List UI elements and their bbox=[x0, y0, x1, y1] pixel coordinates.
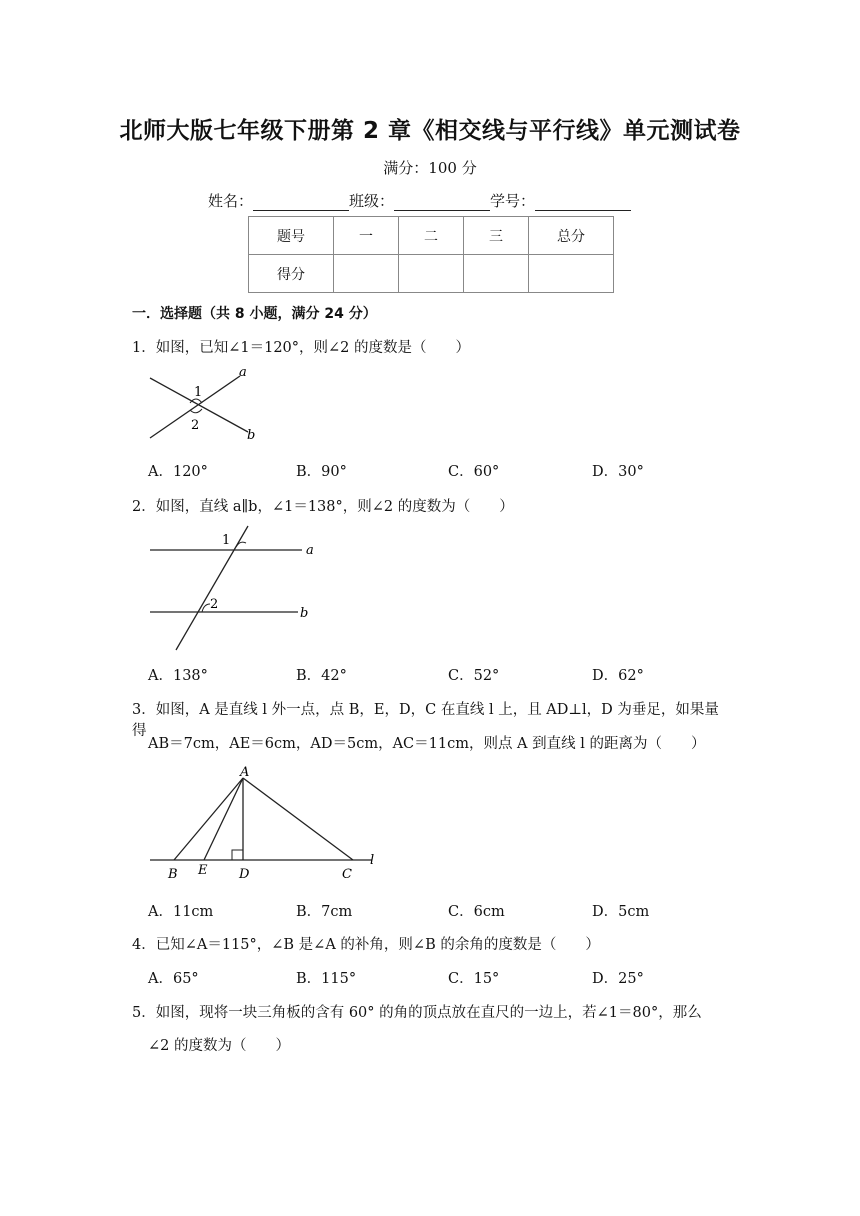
option-a[interactable]: A．120° bbox=[148, 464, 208, 480]
label-D: D bbox=[239, 867, 250, 882]
section-heading: 一．选择题（共 8 小题，满分 24 分） bbox=[132, 306, 377, 322]
label-1: 1 bbox=[194, 385, 203, 400]
option-d[interactable]: D．62° bbox=[592, 668, 644, 684]
score-cell[interactable] bbox=[334, 255, 399, 293]
name-label: 姓名： bbox=[208, 192, 254, 210]
option-d[interactable]: D．5cm bbox=[592, 904, 650, 920]
label-2: 2 bbox=[191, 418, 200, 433]
score-cell[interactable] bbox=[464, 255, 529, 293]
option-d[interactable]: D．30° bbox=[592, 464, 644, 480]
option-c[interactable]: C．6cm bbox=[448, 904, 505, 920]
option-b[interactable]: B．7cm bbox=[296, 904, 353, 920]
table-cell: 二 bbox=[399, 217, 464, 255]
table-cell: 总分 bbox=[529, 217, 614, 255]
label-C: C bbox=[342, 867, 352, 882]
question-3-line-1: 3．如图，A 是直线 l 外一点，点 B，E，D，C 在直线 l 上，且 AD⊥l，D 为垂足，如果量得 bbox=[132, 702, 719, 739]
question-1-text: 1．如图，已知∠1＝120°，则∠2 的度数是（ ） bbox=[132, 340, 471, 356]
option-a[interactable]: A．138° bbox=[148, 668, 208, 684]
table-cell: 一 bbox=[334, 217, 399, 255]
label-1: 1 bbox=[222, 533, 231, 548]
table-row bbox=[249, 217, 614, 255]
full-score: 满分：100 分 bbox=[383, 159, 477, 177]
question-3-figure bbox=[140, 764, 390, 884]
score-cell[interactable] bbox=[529, 255, 614, 293]
class-blank[interactable] bbox=[394, 192, 490, 211]
label-b: b bbox=[300, 606, 309, 621]
label-l: l bbox=[370, 853, 375, 868]
question-3-line-2: AB＝7cm，AE＝6cm，AD＝5cm，AC＝11cm，则点 A 到直线 l 的距离为（ ） bbox=[148, 736, 706, 752]
label-A: A bbox=[240, 765, 250, 780]
option-a[interactable]: A．65° bbox=[148, 971, 199, 987]
option-c[interactable]: C．15° bbox=[448, 971, 500, 987]
right-angle-mark bbox=[232, 850, 243, 860]
name-blank[interactable] bbox=[253, 192, 349, 211]
option-c[interactable]: C．52° bbox=[448, 668, 500, 684]
question-1-figure bbox=[140, 362, 270, 446]
option-d[interactable]: D．25° bbox=[592, 971, 644, 987]
class-label: 班级： bbox=[349, 192, 395, 210]
option-a[interactable]: A．11cm bbox=[148, 904, 214, 920]
angle-2-arc bbox=[202, 604, 210, 612]
score-cell[interactable] bbox=[399, 255, 464, 293]
question-5-line-2: ∠2 的度数为（ ） bbox=[148, 1038, 290, 1054]
table-cell: 题号 bbox=[249, 217, 334, 255]
option-b[interactable]: B．42° bbox=[296, 668, 347, 684]
id-label: 学号： bbox=[490, 192, 536, 210]
student-info-row bbox=[208, 190, 631, 211]
table-cell: 三 bbox=[464, 217, 529, 255]
segment-ab bbox=[174, 778, 243, 860]
label-b: b bbox=[247, 428, 256, 443]
score-table bbox=[248, 216, 614, 293]
id-blank[interactable] bbox=[535, 192, 631, 211]
option-b[interactable]: B．90° bbox=[296, 464, 347, 480]
segment-ac bbox=[243, 778, 353, 860]
option-c[interactable]: C．60° bbox=[448, 464, 500, 480]
label-a: a bbox=[239, 365, 247, 380]
option-b[interactable]: B．115° bbox=[296, 971, 357, 987]
question-4-text: 4．已知∠A＝115°，∠B 是∠A 的补角，则∠B 的余角的度数是（ ） bbox=[132, 937, 600, 953]
label-E: E bbox=[198, 863, 208, 878]
table-row bbox=[249, 255, 614, 293]
question-2-text: 2．如图，直线 a∥b，∠1＝138°，则∠2 的度数为（ ） bbox=[132, 499, 514, 515]
question-2-figure bbox=[140, 522, 330, 654]
question-5-line-1: 5．如图，现将一块三角板的含有 60° 的角的顶点放在直尺的一边上，若∠1＝80°，那么 bbox=[132, 1005, 702, 1021]
label-B: B bbox=[168, 867, 178, 882]
label-2: 2 bbox=[210, 597, 219, 612]
segment-ae bbox=[204, 778, 243, 860]
label-a: a bbox=[306, 543, 314, 558]
table-cell: 得分 bbox=[249, 255, 334, 293]
page-title: 北师大版七年级下册第 2 章《相交线与平行线》单元测试卷 bbox=[119, 118, 741, 144]
